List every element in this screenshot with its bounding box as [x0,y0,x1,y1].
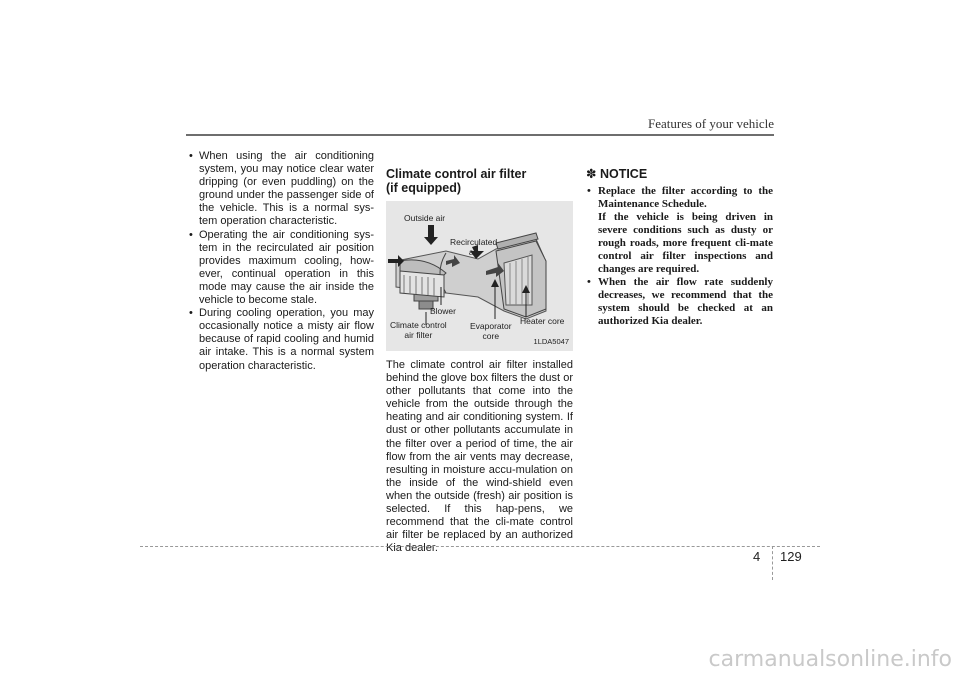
column-2 [386,150,573,555]
blower-label: Blower [430,306,456,316]
section-number: 4 [753,549,761,564]
recirculated-line2: air [468,246,479,257]
outside-air-label: Outside air [404,213,446,223]
notice-item-1b: If the vehicle is being driven in severe conditions such as dusty or rough roads, more frequent cli-mate control air filter inspections and changes are required. [598,211,773,276]
list-item: • When the air flow rate suddenly decreases, we recommend that the system should be checked at an authorized Kia dealer. [586,276,773,328]
list-item [586,185,773,276]
climate-filter-label [390,321,447,340]
list-item: • Operating the air conditioning sys-tem in the recirculated air position provides maximum cooling, how-ever, continual operation in this mode may cause the air inside the vehicle to become stale. [187,229,374,308]
watermark: carmanualsonline.info [708,647,952,672]
section-title [386,168,573,195]
recirculated-air-label [450,238,497,257]
notice-item-1a: • Replace the filter according to the Maintenance Schedule. [598,185,773,211]
evaporator-line2: core [482,330,500,341]
recirculated-line1: Recirculated [450,237,498,247]
heater-core-label: Heater core [520,316,565,326]
list-item: • When using the air conditioning system, you may notice clear water dripping (or even puddling) on the ground under the passenger side of the vehicle. This is a normal sys-tem operation characteristic. [187,150,374,229]
evaporator-label [470,322,512,341]
footer-rule [140,546,820,547]
ac-notes-list [187,150,374,373]
air-filter-description: The climate control air filter installed behind the glove box filters the dust or other pollutants that come into the vehicle from the outside through the heating and air conditioning system. If dust or other pollutants accumulate in the filter over a period of time, the air flow from the air vents may decrease, resulting in moisture accu-mulation on the inside of the wind-shield even when the outside (fresh) air position is selected. If this hap-pens, we recommend that the cli-mate control air filter be replaced by an authorized Kia dealer. [386,359,573,555]
notice-list [586,185,773,328]
climate-filter-line2: air filter [404,329,433,340]
section-title-line2: (if equipped) [386,180,461,195]
column-3 [586,150,773,328]
section-title-line1: Climate control air filter [386,167,527,181]
figure-code: 1LDA5047 [533,336,569,346]
air-filter-diagram [386,201,573,351]
column-1 [187,150,374,373]
header-title: Features of your vehicle [648,116,774,131]
header-rule [186,134,774,136]
page-divider [772,546,773,580]
notice-title: ✽ NOTICE [586,167,648,181]
climate-filter-line1: Climate control [390,320,447,330]
list-item: • During cooling operation, you may occasionally notice a misty air flow because of rapid cooling and humid air intake. This is a normal system operation characteristic. [187,307,374,372]
evaporator-line1: Evaporator [470,321,512,331]
page-number: 129 [780,549,802,564]
